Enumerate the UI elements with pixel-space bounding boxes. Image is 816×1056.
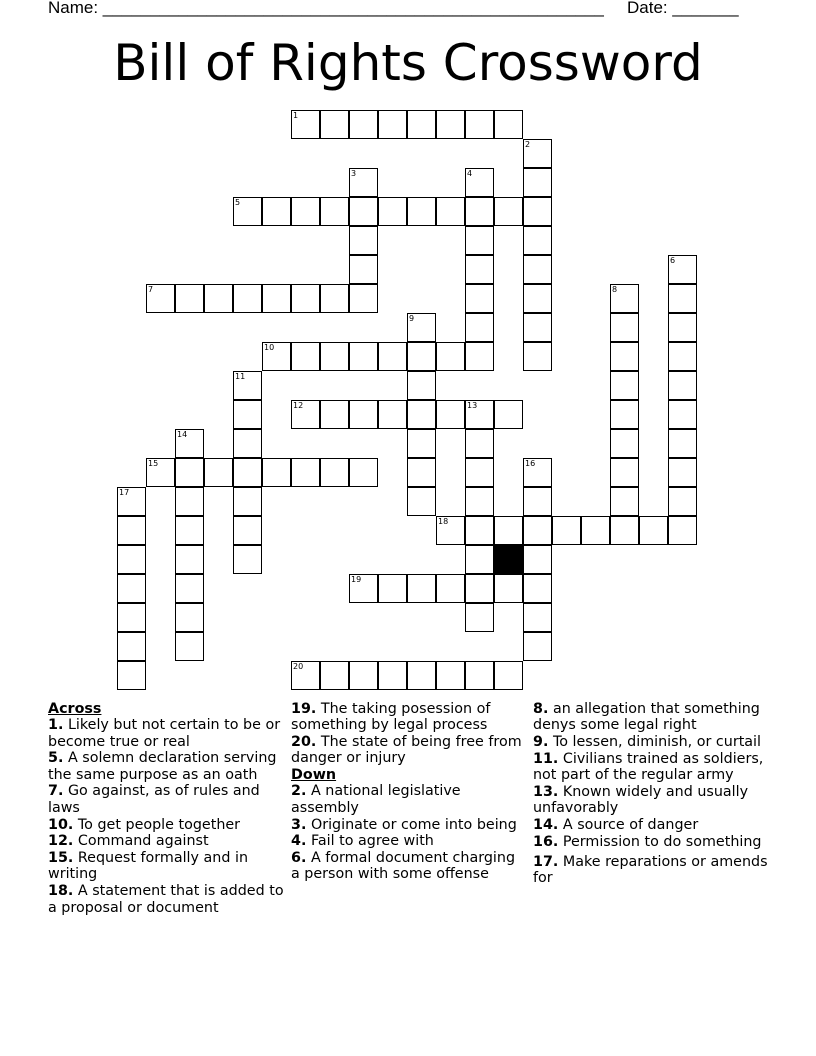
cell-number: 7 — [148, 285, 154, 294]
black-cell — [494, 545, 523, 574]
grid-cell[interactable] — [465, 516, 494, 545]
name-line: Name: _____________________________________________________ — [48, 0, 604, 17]
grid-cell[interactable] — [262, 197, 291, 226]
cell-number: 14 — [177, 430, 188, 439]
grid-cell[interactable] — [407, 110, 436, 139]
clue-number: 12. — [48, 833, 74, 850]
grid-cell[interactable] — [262, 284, 291, 313]
clue-across-15 — [48, 850, 284, 883]
cell-number: 15 — [148, 459, 159, 468]
across-heading: Across — [48, 701, 102, 717]
cell-number: 16 — [525, 459, 536, 468]
grid-cell[interactable] — [407, 487, 436, 516]
grid-cell[interactable] — [233, 371, 262, 400]
cell-number: 12 — [293, 401, 304, 410]
grid-cell[interactable] — [668, 342, 697, 371]
grid-cell[interactable] — [349, 342, 378, 371]
clue-text: Command against — [77, 833, 209, 850]
clue-down-4 — [291, 833, 527, 849]
grid-cell[interactable] — [407, 400, 436, 429]
cell-number: 8 — [612, 285, 618, 294]
clue-number: 13. — [533, 783, 559, 800]
grid-cell[interactable] — [349, 661, 378, 690]
grid-cell[interactable] — [610, 284, 639, 313]
grid-cell[interactable] — [465, 284, 494, 313]
grid-cell[interactable] — [378, 400, 407, 429]
clue-text: Request formally and in writing — [48, 850, 249, 883]
grid-cell[interactable] — [494, 197, 523, 226]
grid-cell[interactable] — [465, 574, 494, 603]
cell-number: 18 — [438, 517, 449, 526]
grid-cell[interactable] — [175, 487, 204, 516]
grid-cell[interactable] — [523, 603, 552, 632]
grid-cell[interactable] — [436, 661, 465, 690]
grid-cell[interactable] — [465, 255, 494, 284]
grid-cell[interactable] — [610, 458, 639, 487]
grid-cell[interactable] — [291, 458, 320, 487]
clues-column-2 — [291, 701, 527, 883]
grid-cell[interactable] — [233, 516, 262, 545]
grid-cell[interactable] — [407, 197, 436, 226]
cell-number: 4 — [467, 169, 473, 178]
grid-cell[interactable] — [494, 400, 523, 429]
grid-cell[interactable] — [204, 458, 233, 487]
grid-cell[interactable] — [291, 661, 320, 690]
cell-number: 9 — [409, 314, 415, 323]
clue-down-3 — [291, 817, 527, 833]
cell-number: 3 — [351, 169, 357, 178]
clue-down-14 — [533, 817, 769, 833]
clue-number: 14. — [533, 817, 559, 834]
grid-cell[interactable] — [233, 197, 262, 226]
grid-cell[interactable] — [349, 110, 378, 139]
grid-cell[interactable] — [407, 661, 436, 690]
grid-cell[interactable] — [117, 632, 146, 661]
grid-cell[interactable] — [291, 110, 320, 139]
clue-across-19 — [291, 701, 527, 734]
grid-cell[interactable] — [233, 487, 262, 516]
grid-cell[interactable] — [436, 574, 465, 603]
grid-cell[interactable] — [233, 400, 262, 429]
grid-cell[interactable] — [465, 545, 494, 574]
grid-cell[interactable] — [117, 487, 146, 516]
clue-text: To get people together — [77, 816, 241, 833]
cell-number: 6 — [670, 256, 676, 265]
grid-cell[interactable] — [378, 110, 407, 139]
clue-number: 1. — [48, 717, 64, 734]
cell-number: 1 — [293, 111, 299, 120]
grid-cell[interactable] — [320, 400, 349, 429]
grid-cell[interactable] — [494, 110, 523, 139]
grid-cell[interactable] — [117, 545, 146, 574]
grid-cell[interactable] — [175, 574, 204, 603]
cell-number: 11 — [235, 372, 246, 381]
clue-number: 19. — [291, 701, 317, 717]
grid-cell[interactable] — [436, 110, 465, 139]
grid-cell[interactable] — [523, 545, 552, 574]
grid-cell[interactable] — [349, 284, 378, 313]
grid-cell[interactable] — [610, 400, 639, 429]
grid-cell[interactable] — [610, 371, 639, 400]
grid-cell[interactable] — [494, 516, 523, 545]
grid-cell[interactable] — [668, 400, 697, 429]
clue-down-16 — [533, 834, 769, 850]
grid-cell[interactable] — [523, 284, 552, 313]
clue-text: A source of danger — [562, 817, 699, 834]
grid-cell[interactable] — [610, 313, 639, 342]
grid-cell[interactable] — [465, 197, 494, 226]
clue-number: 3. — [291, 816, 307, 833]
clue-number: 8. — [533, 701, 549, 717]
clue-number: 4. — [291, 833, 307, 850]
grid-cell[interactable] — [465, 429, 494, 458]
grid-cell[interactable] — [233, 284, 262, 313]
grid-cell[interactable] — [494, 574, 523, 603]
grid-cell[interactable] — [610, 342, 639, 371]
grid-cell[interactable] — [523, 255, 552, 284]
cell-number: 10 — [264, 343, 275, 352]
grid-cell[interactable] — [668, 371, 697, 400]
clue-text: Go against, as of rules and laws — [48, 783, 260, 816]
grid-cell[interactable] — [465, 226, 494, 255]
cell-number: 19 — [351, 575, 362, 584]
clues-column-1 — [48, 701, 284, 916]
grid-cell[interactable] — [320, 284, 349, 313]
cell-number: 5 — [235, 198, 241, 207]
grid-cell[interactable] — [320, 197, 349, 226]
grid-cell[interactable] — [465, 487, 494, 516]
clue-text: Civilians trained as soldiers, not part of the regular army — [533, 750, 764, 784]
clue-text: A statement that is added to a proposal or document — [48, 883, 284, 916]
clue-text: A solemn declaration serving the same purpose as an oath — [48, 750, 277, 783]
grid-cell[interactable] — [378, 197, 407, 226]
clue-across-20 — [291, 734, 527, 767]
clue-number: 9. — [533, 734, 549, 751]
grid-cell[interactable] — [320, 661, 349, 690]
clue-down-11 — [533, 751, 769, 784]
clue-text: Known widely and usually unfavorably — [533, 783, 749, 817]
clue-number: 2. — [291, 783, 307, 800]
grid-cell[interactable] — [523, 313, 552, 342]
grid-cell[interactable] — [117, 574, 146, 603]
grid-cell[interactable] — [291, 400, 320, 429]
grid-cell[interactable] — [523, 487, 552, 516]
clue-text: Likely but not certain to be or become true or real — [48, 717, 281, 750]
grid-cell[interactable] — [465, 168, 494, 197]
clue-across-10 — [48, 817, 284, 833]
grid-cell[interactable] — [407, 574, 436, 603]
grid-cell[interactable] — [523, 197, 552, 226]
clues-column-3 — [533, 701, 769, 887]
grid-cell[interactable] — [523, 139, 552, 168]
grid-cell[interactable] — [349, 255, 378, 284]
grid-cell[interactable] — [204, 284, 233, 313]
clue-text: A formal document charging a person with some offense — [291, 850, 516, 883]
grid-cell[interactable] — [523, 458, 552, 487]
grid-cell[interactable] — [378, 661, 407, 690]
grid-cell[interactable] — [349, 400, 378, 429]
grid-cell[interactable] — [262, 342, 291, 371]
grid-cell[interactable] — [523, 342, 552, 371]
date-line: Date: _______ — [627, 0, 739, 17]
clue-text: Permission to do something — [562, 833, 762, 850]
grid-cell[interactable] — [668, 516, 697, 545]
grid-cell[interactable] — [117, 661, 146, 690]
clue-number: 6. — [291, 850, 307, 867]
grid-cell[interactable] — [175, 545, 204, 574]
clue-down-8 — [533, 701, 769, 734]
grid-cell[interactable] — [291, 284, 320, 313]
grid-cell[interactable] — [523, 516, 552, 545]
grid-cell[interactable] — [523, 226, 552, 255]
clue-text: A national legislative assembly — [291, 783, 461, 816]
clue-text: The taking posession of something by legal process — [291, 701, 491, 734]
grid-cell[interactable] — [378, 574, 407, 603]
grid-cell[interactable] — [349, 574, 378, 603]
grid-cell[interactable] — [668, 487, 697, 516]
grid-cell[interactable] — [320, 110, 349, 139]
clue-number: 16. — [533, 833, 559, 850]
grid-cell[interactable] — [668, 255, 697, 284]
grid-cell[interactable] — [610, 487, 639, 516]
grid-cell[interactable] — [407, 313, 436, 342]
grid-cell[interactable] — [117, 516, 146, 545]
grid-cell[interactable] — [320, 342, 349, 371]
clue-text: Fail to agree with — [310, 833, 434, 850]
grid-cell[interactable] — [407, 342, 436, 371]
clue-down-6 — [291, 850, 527, 883]
clue-text: an allegation that something denys some legal right — [533, 701, 760, 734]
grid-cell[interactable] — [378, 342, 407, 371]
grid-cell[interactable] — [407, 371, 436, 400]
grid-cell[interactable] — [465, 603, 494, 632]
grid-cell[interactable] — [175, 516, 204, 545]
cell-number: 2 — [525, 140, 531, 149]
grid-cell[interactable] — [465, 661, 494, 690]
grid-cell[interactable] — [436, 197, 465, 226]
grid-cell[interactable] — [320, 458, 349, 487]
cell-number: 20 — [293, 662, 304, 671]
grid-cell[interactable] — [233, 545, 262, 574]
grid-cell[interactable] — [175, 429, 204, 458]
grid-cell[interactable] — [436, 516, 465, 545]
grid-cell[interactable] — [465, 342, 494, 371]
grid-cell[interactable] — [668, 284, 697, 313]
grid-cell[interactable] — [581, 516, 610, 545]
clue-down-2 — [291, 783, 527, 816]
grid-cell[interactable] — [175, 632, 204, 661]
clue-across-1 — [48, 717, 284, 750]
clue-text: Make reparations or amends for — [533, 853, 768, 886]
grid-cell[interactable] — [407, 458, 436, 487]
grid-cell[interactable] — [349, 458, 378, 487]
grid-cell[interactable] — [117, 603, 146, 632]
grid-cell[interactable] — [262, 458, 291, 487]
grid-cell[interactable] — [349, 226, 378, 255]
clue-text: The state of being free from danger or injury — [291, 734, 522, 767]
grid-cell[interactable] — [407, 429, 436, 458]
clue-number: 15. — [48, 850, 74, 867]
grid-cell[interactable] — [233, 458, 262, 487]
clue-down-9 — [533, 734, 769, 750]
grid-cell[interactable] — [465, 400, 494, 429]
grid-cell[interactable] — [552, 516, 581, 545]
grid-cell[interactable] — [523, 632, 552, 661]
grid-cell[interactable] — [146, 458, 175, 487]
grid-cell[interactable] — [523, 574, 552, 603]
grid-cell[interactable] — [610, 516, 639, 545]
grid-cell[interactable] — [639, 516, 668, 545]
grid-cell[interactable] — [465, 110, 494, 139]
grid-cell[interactable] — [291, 197, 320, 226]
clue-number: 17. — [533, 853, 559, 870]
down-heading: Down — [291, 767, 337, 784]
clue-text: Originate or come into being — [310, 816, 517, 833]
cell-number: 13 — [467, 401, 478, 410]
grid-cell[interactable] — [175, 458, 204, 487]
clue-number: 11. — [533, 750, 559, 767]
grid-cell[interactable] — [291, 342, 320, 371]
grid-cell[interactable] — [465, 458, 494, 487]
grid-cell[interactable] — [610, 429, 639, 458]
clue-number: 18. — [48, 883, 74, 900]
clue-number: 10. — [48, 816, 74, 833]
grid-cell[interactable] — [465, 313, 494, 342]
grid-cell[interactable] — [436, 400, 465, 429]
grid-cell[interactable] — [436, 342, 465, 371]
page-title: Bill of Rights Crossword — [113, 34, 703, 92]
clue-number: 5. — [48, 750, 64, 767]
grid-cell[interactable] — [146, 284, 175, 313]
clue-across-7 — [48, 783, 284, 816]
grid-cell[interactable] — [349, 197, 378, 226]
clue-across-18 — [48, 883, 284, 916]
clue-across-5 — [48, 750, 284, 783]
grid-cell[interactable] — [349, 168, 378, 197]
clue-across-12 — [48, 833, 284, 849]
grid-cell[interactable] — [668, 313, 697, 342]
grid-cell[interactable] — [523, 168, 552, 197]
clue-number: 20. — [291, 734, 317, 751]
clue-down-17 — [533, 854, 769, 887]
grid-cell[interactable] — [668, 458, 697, 487]
clue-text: To lessen, diminish, or curtail — [552, 734, 762, 751]
clue-down-13 — [533, 784, 769, 817]
grid-cell[interactable] — [175, 603, 204, 632]
grid-cell[interactable] — [494, 661, 523, 690]
cell-number: 17 — [119, 488, 130, 497]
grid-cell[interactable] — [668, 429, 697, 458]
clue-number: 7. — [48, 783, 64, 800]
grid-cell[interactable] — [233, 429, 262, 458]
grid-cell[interactable] — [175, 284, 204, 313]
